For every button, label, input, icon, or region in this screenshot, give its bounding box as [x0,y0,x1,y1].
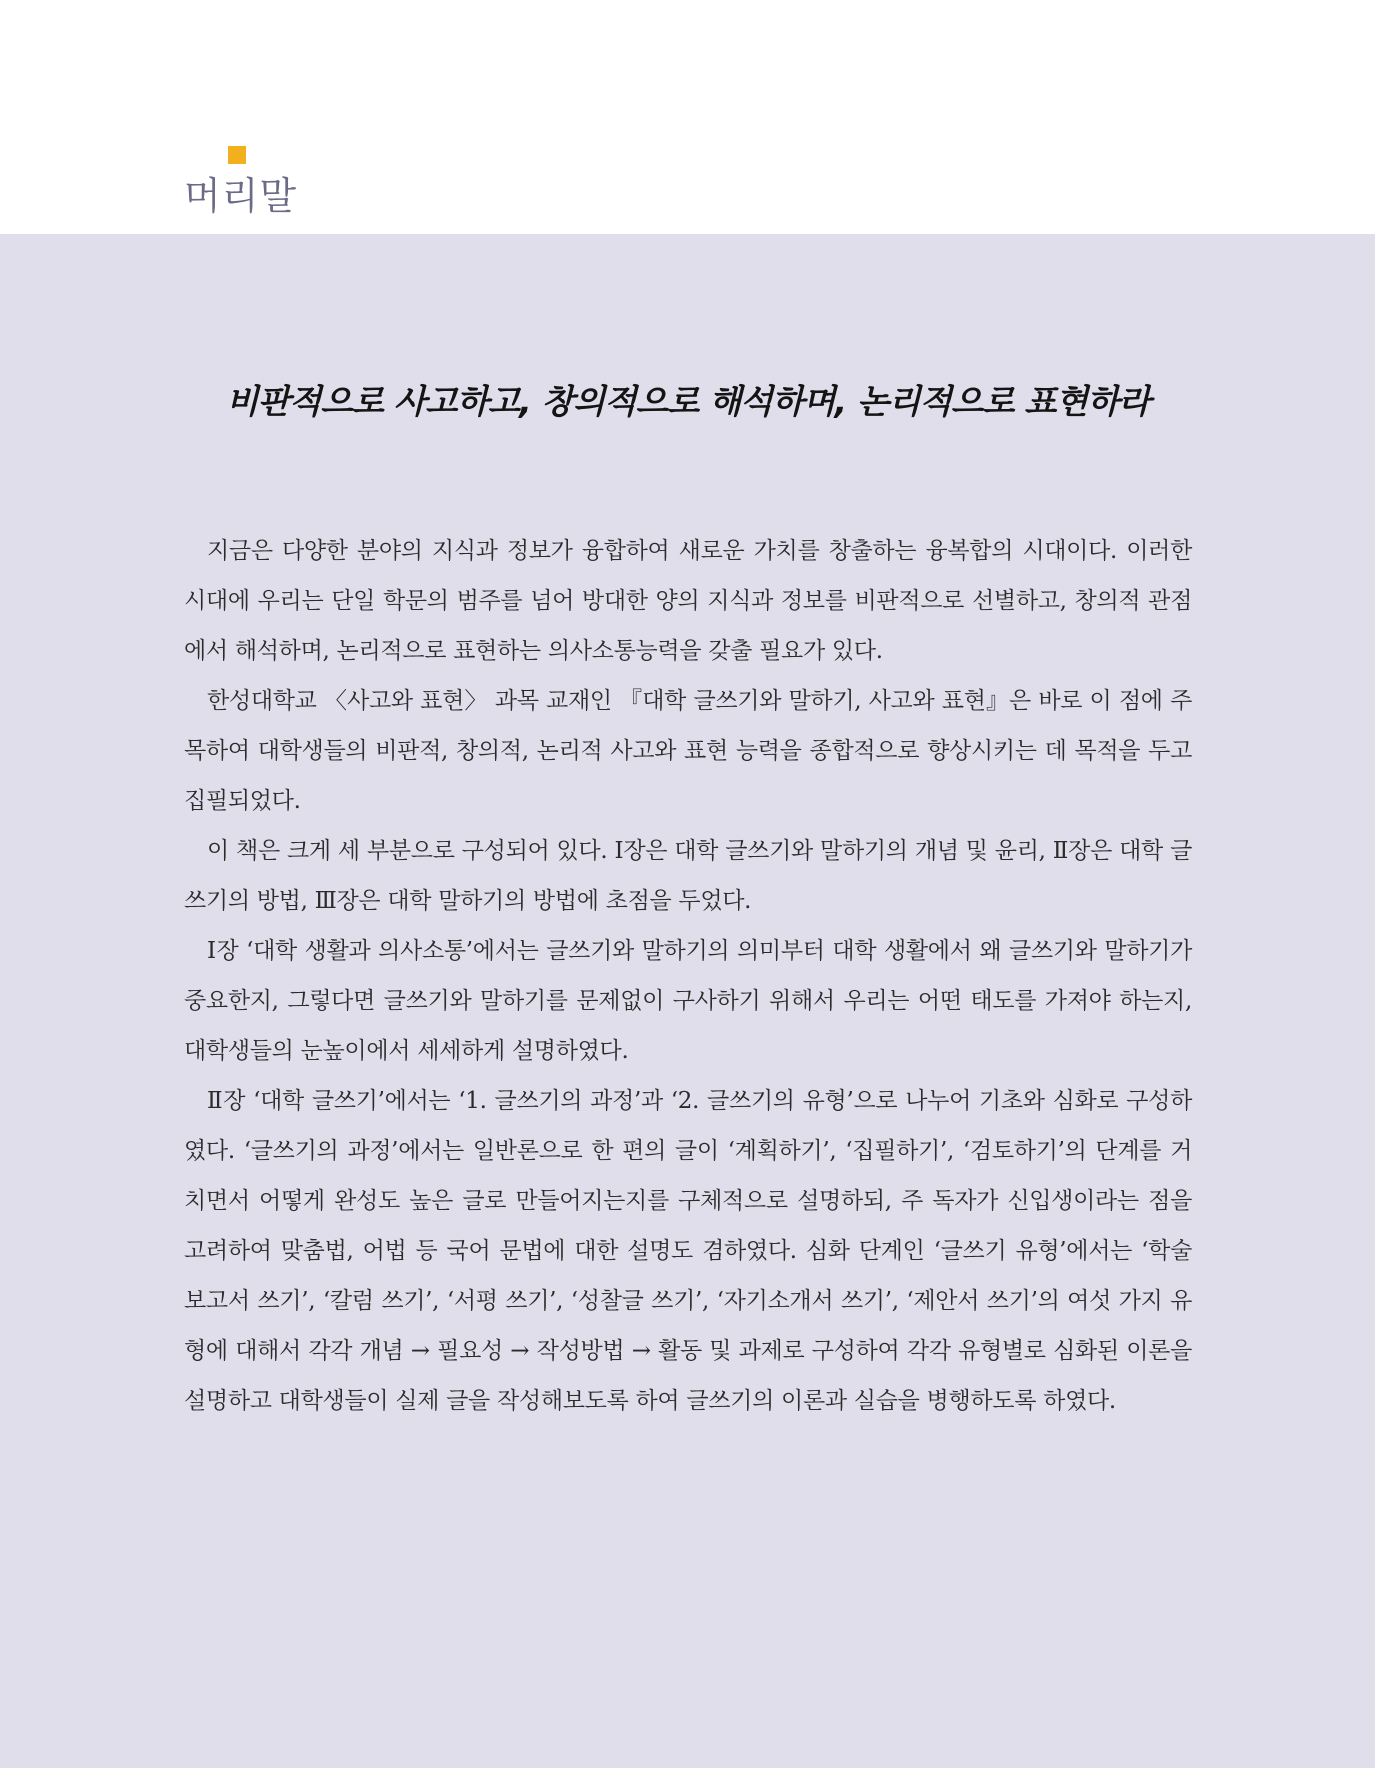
section-label: 머리말 [184,174,298,218]
page-header [0,0,1375,234]
paragraph: 지금은 다양한 분야의 지식과 정보가 융합하여 새로운 가치를 창출하는 융복합의 시대이다. 이러한 시대에 우리는 단일 학문의 범주를 넘어 방대한 양의 지식과 정보를 비판적으로 선별하고, 창의적 관점에서 해석하며, 논리적으로 표현하는 의사소통능력을 갖출 필요가 있다. [184,538,1192,664]
page-headline: 비판적으로 사고하고, 창의적으로 해석하며, 논리적으로 표현하라 [226,382,1150,421]
paragraph: 이 책은 크게 세 부분으로 구성되어 있다. Ⅰ장은 대학 글쓰기와 말하기의 개념 및 윤리, Ⅱ장은 대학 글쓰기의 방법, Ⅲ장은 대학 말하기의 방법에 초점을 두었다. [184,838,1192,914]
paragraph: Ⅱ장 ‘대학 글쓰기’에서는 ‘1. 글쓰기의 과정’과 ‘2. 글쓰기의 유형’으로 나누어 기초와 심화로 구성하였다. ‘글쓰기의 과정’에서는 일반론으로 한 편의 글이 ‘계획하기’, ‘집필하기’, ‘검토하기’의 단계를 거치면서 어떻게 완성도 높은 글로 만들어지는지를 구체적으로 설명하되, 주 독자가 신입생이라는 점을 고려하여 맞춤법, 어법 등 국어 문법에 대한 설명도 겸하였다. 심화 단계인 ‘글쓰기 유형’에서는 ‘학술 보고서 쓰기’, ‘칼럼 쓰기’, ‘서평 쓰기’, ‘성찰글 쓰기’, ‘자기소개서 쓰기’, ‘제안서 쓰기’의 여섯 가지 유형에 대해서 각각 개념 → 필요성 → 작성방법 → 활동 및 과제로 구성하여 각각 유형별로 심화된 이론을 설명하고 대학생들이 실제 글을 작성해보도록 하여 글쓰기의 이론과 실습을 병행하도록 하였다. [184,1088,1192,1414]
paragraph: Ⅰ장 ‘대학 생활과 의사소통’에서는 글쓰기와 말하기의 의미부터 대학 생활에서 왜 글쓰기와 말하기가 중요한지, 그렇다면 글쓰기와 말하기를 문제없이 구사하기 위해서 우리는 어떤 태도를 가져야 하는지, 대학생들의 눈높이에서 세세하게 설명하였다. [184,938,1192,1064]
paragraph: 한성대학교 〈사고와 표현〉 과목 교재인 『대학 글쓰기와 말하기, 사고와 표현』은 바로 이 점에 주목하여 대학생들의 비판적, 창의적, 논리적 사고와 표현 능력을 종합적으로 향상시키는 데 목적을 두고 집필되었다. [184,688,1192,814]
content-panel [0,234,1375,1768]
body-text [184,526,1192,1426]
section-marker-square [228,146,246,164]
